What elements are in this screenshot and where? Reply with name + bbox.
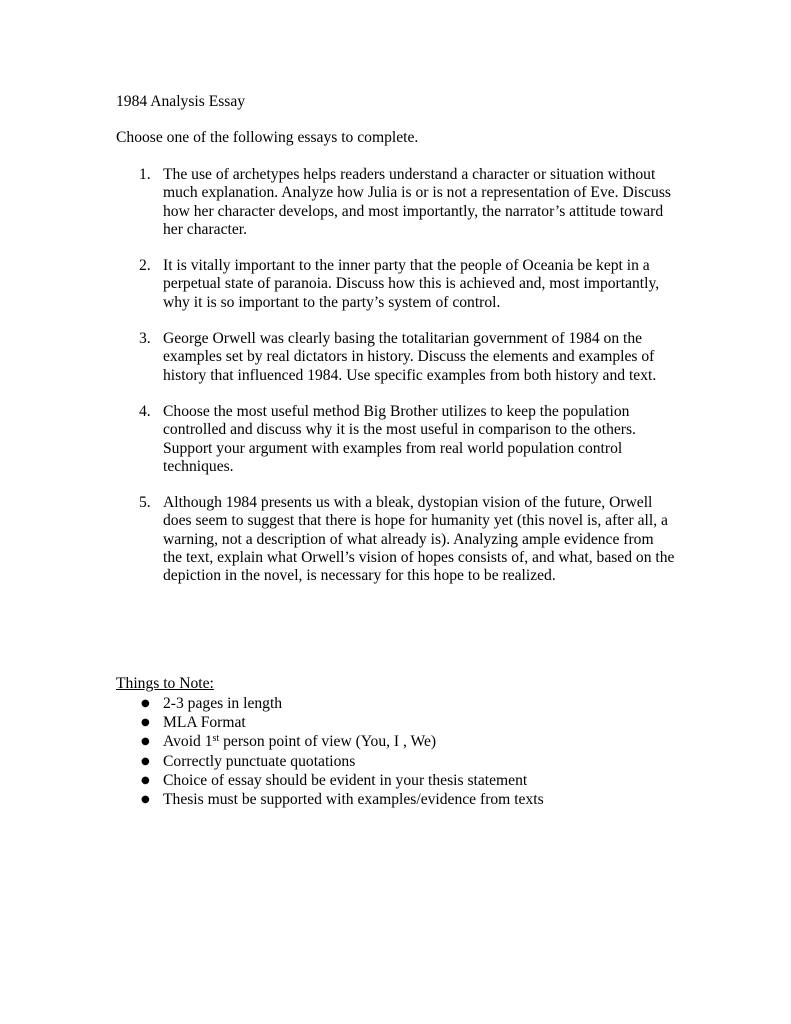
essay-option-text: Choose the most useful method Big Brother utilizes to keep the population controlled and discuss why it is the most useful in comparison to the others. Support your argument with examples from real world population control techniques. xyxy=(163,402,636,475)
essay-option-2 xyxy=(116,257,676,312)
essay-option-number: 4. xyxy=(139,402,151,420)
note-text-post: person point of view (You, I , We) xyxy=(219,733,437,751)
note-text: 2-3 pages in length xyxy=(163,695,283,712)
document-title: 1984 Analysis Essay xyxy=(116,93,246,110)
essay-option-text: George Orwell was clearly basing the totalitarian government of 1984 on the examples set by real dictators in history. Discuss the elements and examples of history that influenced 1984. Use specific examples from both history and text. xyxy=(163,330,657,384)
bullet-icon: ● xyxy=(141,717,150,729)
essay-option-number: 5. xyxy=(139,494,151,512)
note-item xyxy=(116,771,676,790)
essay-option-3 xyxy=(116,330,676,385)
note-text: Choice of essay should be evident in your thesis statement xyxy=(163,771,528,789)
note-item xyxy=(116,790,676,809)
note-item xyxy=(116,694,676,713)
intro-instruction: Choose one of the following essays to complete. xyxy=(116,129,419,146)
note-text: Thesis must be supported with examples/evidence from texts xyxy=(163,791,544,809)
essay-option-number: 2. xyxy=(139,257,151,275)
note-item xyxy=(116,752,676,771)
essay-option-4 xyxy=(116,403,676,476)
bullet-icon: ● xyxy=(141,774,150,786)
essay-option-number: 3. xyxy=(139,330,151,348)
essay-option-text: It is vitally important to the inner party that the people of Oceania be kept in a perpetual state of paranoia. Discuss how this is achieved and, most importantly, why it is so important to the party’s system of control. xyxy=(163,257,660,311)
essay-option-text: Although 1984 presents us with a bleak, dystopian vision of the future, Orwell does seem to suggest that there is hope for humanity yet (this novel is, after all, a warning, not a description of what already is). Analyzing ample evidence from the text, explain what Orwell’s vision of hopes consists of, and what, based on the depiction in the novel, is necessary for this hope to be realized. xyxy=(163,494,675,585)
note-text: Correctly punctuate quotations xyxy=(163,752,356,770)
ordinal-superscript: st xyxy=(212,733,220,745)
essay-options-list xyxy=(116,166,676,604)
bullet-icon: ● xyxy=(141,736,150,748)
note-item xyxy=(116,713,676,732)
note-item xyxy=(116,732,676,751)
bullet-icon: ● xyxy=(141,794,150,806)
essay-option-5 xyxy=(116,494,676,585)
bullet-icon: ● xyxy=(141,698,150,709)
essay-option-1 xyxy=(116,166,676,239)
notes-heading: Things to Note: xyxy=(116,675,214,692)
bullet-icon: ● xyxy=(141,755,150,767)
note-text-pre: Avoid 1 xyxy=(163,733,213,751)
note-text: MLA Format xyxy=(163,714,246,732)
essay-option-text: The use of archetypes helps readers understand a character or situation without much explanation. Analyze how Julia is or is not a representation of Eve. Discuss how her character develops, and most importantly, the narrator’s attitude toward her character. xyxy=(163,166,671,238)
notes-list xyxy=(116,694,676,809)
essay-option-number: 1. xyxy=(139,166,151,183)
